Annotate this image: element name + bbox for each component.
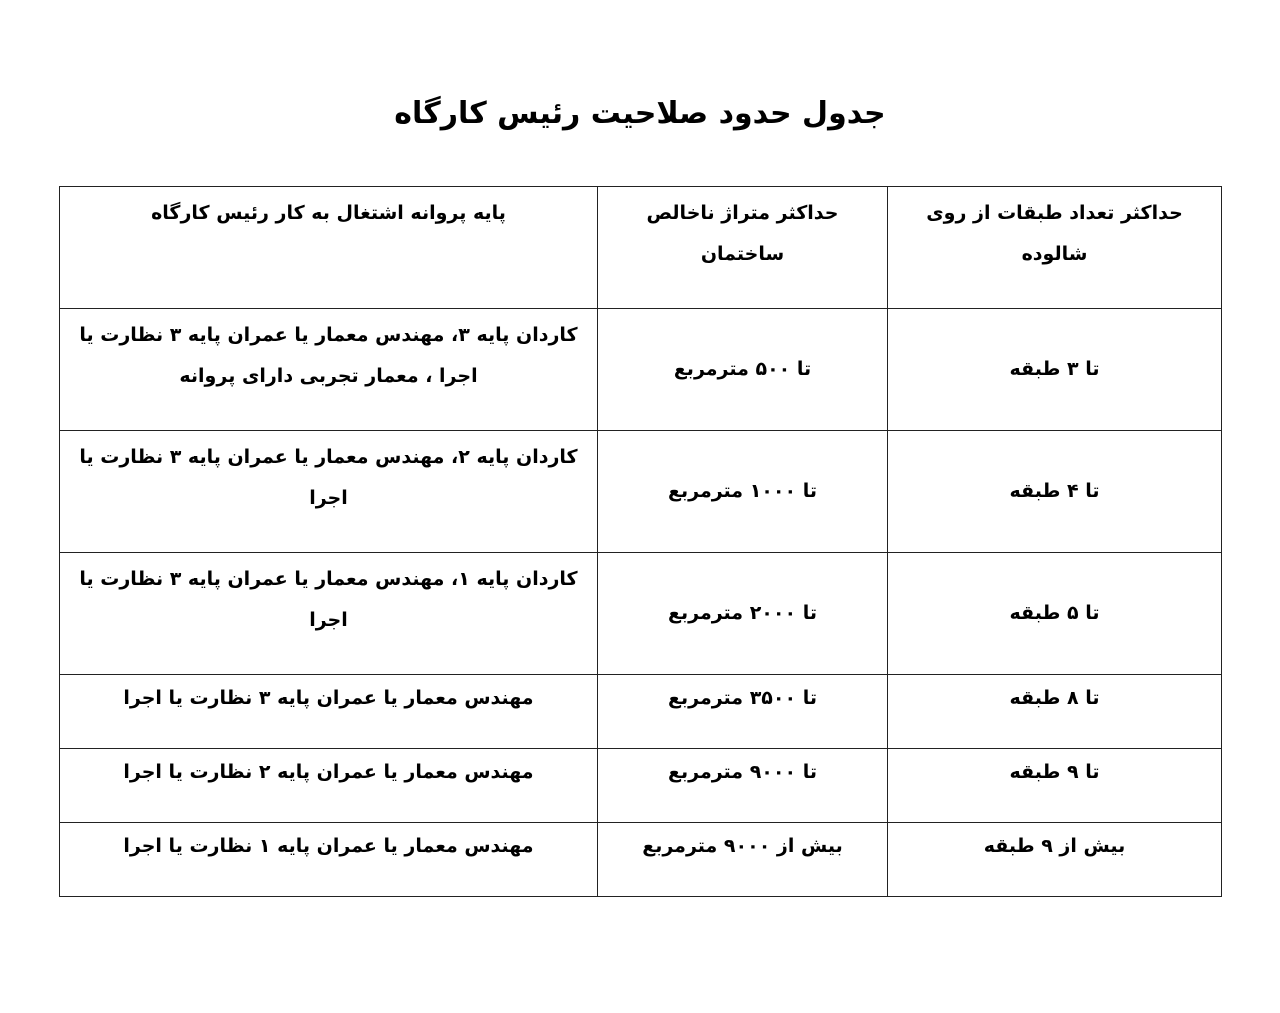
cell-area: تا ۹۰۰۰ مترمربع (598, 749, 888, 823)
cell-license: کاردان پایه ۳، مهندس معمار یا عمران پایه ۳ نظارت یا اجرا ، معمار تجربی دارای پروانه (60, 309, 598, 431)
cell-floors: تا ۴ طبقه (888, 431, 1222, 553)
table-row (60, 749, 1222, 823)
cell-floors: تا ۹ طبقه (888, 749, 1222, 823)
cell-license: کاردان پایه ۲، مهندس معمار یا عمران پایه ۳ نظارت یا اجرا (60, 431, 598, 553)
cell-floors: تا ۵ طبقه (888, 553, 1222, 675)
qualification-table (59, 186, 1222, 897)
cell-floors: بیش از ۹ طبقه (888, 823, 1222, 897)
cell-floors: تا ۳ طبقه (888, 309, 1222, 431)
cell-area: بیش از ۹۰۰۰ مترمربع (598, 823, 888, 897)
table-row (60, 675, 1222, 749)
table-row (60, 553, 1222, 675)
cell-floors: تا ۸ طبقه (888, 675, 1222, 749)
cell-area: تا ۱۰۰۰ مترمربع (598, 431, 888, 553)
cell-area: تا ۳۵۰۰ مترمربع (598, 675, 888, 749)
table-row (60, 431, 1222, 553)
table-row (60, 309, 1222, 431)
cell-license: مهندس معمار یا عمران پایه ۳ نظارت یا اجرا (60, 675, 598, 749)
header-max-area: حداکثر متراژ ناخالص ساختمان (598, 187, 888, 309)
cell-area: تا ۲۰۰۰ مترمربع (598, 553, 888, 675)
cell-license: مهندس معمار یا عمران پایه ۱ نظارت یا اجرا (60, 823, 598, 897)
table-header-row (60, 187, 1222, 309)
page-title: جدول حدود صلاحیت رئیس کارگاه (394, 96, 886, 131)
cell-license: کاردان پایه ۱، مهندس معمار یا عمران پایه ۳ نظارت یا اجرا (60, 553, 598, 675)
cell-area: تا ۵۰۰ مترمربع (598, 309, 888, 431)
header-max-floors: حداکثر تعداد طبقات از روی شالوده (888, 187, 1222, 309)
cell-license: مهندس معمار یا عمران پایه ۲ نظارت یا اجرا (60, 749, 598, 823)
table-row (60, 823, 1222, 897)
header-license-grade: پایه پروانه اشتغال به کار رئیس کارگاه (60, 187, 598, 309)
